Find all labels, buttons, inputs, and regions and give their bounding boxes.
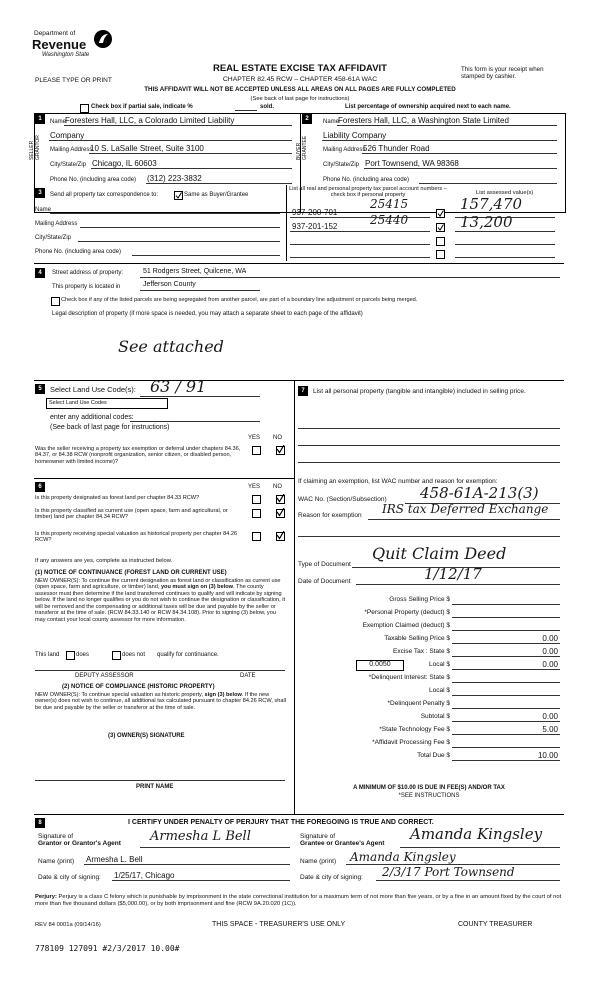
buyer-name-line-2 bbox=[322, 140, 557, 141]
local-rate-box bbox=[356, 660, 404, 671]
sold-label: sold. bbox=[260, 104, 275, 110]
section-7-badge: 7 bbox=[298, 386, 308, 396]
grantee-date-line bbox=[376, 880, 560, 881]
does-checkbox[interactable] bbox=[66, 651, 75, 660]
parcel-hand-2: 25440 bbox=[370, 213, 409, 227]
partial-sale-checkbox[interactable] bbox=[80, 104, 89, 113]
continuance-text-1: NEW OWNER(S): To continue the current designation as forest land or classification as current use (open space, farm and agriculture, or timber) land, bbox=[35, 578, 281, 591]
forest-no-checkbox[interactable] bbox=[276, 495, 285, 504]
tax-row-label: Total Due $ bbox=[417, 752, 450, 759]
seller-name-line bbox=[64, 125, 292, 126]
personal-property-checkbox-3[interactable] bbox=[436, 237, 445, 246]
grantor-date-line bbox=[112, 880, 290, 881]
logo-revenue-text: Revenue bbox=[32, 37, 87, 52]
corr-city-label: City/State/Zip bbox=[35, 235, 72, 241]
tax-row-label: Taxable Selling Price $ bbox=[384, 635, 450, 642]
land-use-value: 63 / 91 bbox=[150, 377, 207, 396]
check-icon bbox=[175, 192, 182, 199]
perjury-bold: Perjury: bbox=[35, 894, 57, 900]
grantee-agent-label: Grantee or Grantee's Agent bbox=[300, 840, 385, 848]
tax-calc bbox=[298, 596, 560, 760]
corr-city-line[interactable] bbox=[78, 241, 280, 242]
tax-row-line[interactable] bbox=[452, 604, 560, 605]
personal-property-label: List all personal property (tangible and intangible) included in selling price. bbox=[313, 388, 526, 395]
no-label-6: NO bbox=[273, 484, 282, 490]
assessed-header: List assessed value(s) bbox=[476, 190, 534, 196]
segregated-label: Check box if any of the listed parcels are being segregated from another parcel, are part of a boundary line adjustment or parcels being merged. bbox=[61, 297, 418, 303]
personal-property-checkbox-2[interactable] bbox=[436, 223, 445, 232]
seller-side-label: SELLER GRANTOR bbox=[29, 135, 41, 160]
tax-row-value: 0.00 bbox=[542, 634, 558, 643]
section-4-badge: 4 bbox=[35, 268, 45, 278]
historic-yes-checkbox[interactable] bbox=[252, 532, 261, 541]
continuance-text bbox=[35, 578, 287, 623]
tax-row-label: *Delinquent Interest: State $ bbox=[368, 674, 450, 681]
compliance-text bbox=[35, 692, 287, 711]
buyer-phone-label: Phone No. (including area code) bbox=[323, 177, 410, 183]
historic-question: Is this property receiving special valuation as historical property per chapter 84.26 RCW? bbox=[35, 531, 238, 544]
buyer-address: 526 Thunder Road bbox=[363, 144, 430, 153]
county-value: Jefferson County bbox=[143, 281, 196, 288]
additional-codes-label: enter any additional codes: bbox=[50, 414, 134, 421]
section-5-divider bbox=[34, 380, 564, 381]
grantee-sig-label-1: Signature of bbox=[300, 833, 336, 840]
grantee-signature: Amanda Kingsley bbox=[410, 825, 543, 843]
rev-number: REV 84 0001a (09/14/16) bbox=[35, 922, 101, 928]
parcel-account-2: 937-201-152 bbox=[292, 222, 338, 231]
land-use-select[interactable] bbox=[46, 398, 168, 409]
buyer-city-label: City/State/Zip bbox=[323, 162, 360, 168]
personal-property-line-2[interactable] bbox=[298, 445, 560, 446]
grantee-sig-label bbox=[300, 833, 384, 848]
section-8-divider bbox=[34, 814, 564, 815]
grantee-date: 2/3/17 Port Townsend bbox=[382, 865, 515, 879]
check-icon bbox=[276, 508, 285, 517]
local-rate: 0.0050 bbox=[369, 661, 391, 668]
doc-date-value: 1/12/17 bbox=[424, 565, 482, 583]
corr-address-line[interactable] bbox=[80, 227, 280, 228]
wac-value: 458-61A-213(3) bbox=[420, 484, 539, 502]
buyer-phone-line[interactable] bbox=[419, 183, 557, 184]
grantee-date-label: Date & city of signing: bbox=[300, 874, 363, 881]
legal-label: Legal description of property (if more space is needed, you may attach a separate sheet to each page of the affidavit) bbox=[52, 311, 363, 317]
seller-name: Foresters Hall, LLC, a Colorado Limited Liability bbox=[65, 116, 235, 125]
assessed-line-3[interactable] bbox=[455, 244, 555, 245]
logo-dept-text: Department of bbox=[34, 30, 76, 37]
section-6-divider bbox=[34, 478, 294, 479]
treasurer-space: THIS SPACE - TREASURER'S USE ONLY bbox=[212, 921, 346, 928]
forest-question: Is this property designated as forest land per chapter 84.33 RCW? bbox=[35, 495, 200, 501]
tax-row-line[interactable] bbox=[452, 617, 560, 618]
section-5-badge: 5 bbox=[35, 384, 45, 394]
grantor-sig-label-1: Signature of bbox=[38, 833, 74, 840]
tax-row-label: Exemption Claimed (deduct) $ bbox=[362, 622, 450, 629]
seller-name-line-2 bbox=[49, 140, 292, 141]
section-2-badge: 2 bbox=[302, 114, 312, 124]
historic-no-checkbox[interactable] bbox=[276, 532, 285, 541]
no-label-5: NO bbox=[273, 435, 282, 441]
continuance-bold: you must sign on (3) below bbox=[160, 584, 234, 591]
current-use-no-checkbox[interactable] bbox=[276, 509, 285, 518]
seller-phone-label: Phone No. (including area code) bbox=[50, 177, 137, 183]
seller-phone: (312) 223-3832 bbox=[147, 174, 202, 183]
send-correspondence-label: Send all property tax correspondence to: bbox=[50, 192, 159, 198]
tax-row-line[interactable] bbox=[452, 695, 560, 696]
assessed-value-2: 13,200 bbox=[460, 213, 513, 231]
owner-signature-label: (3) OWNER(S) SIGNATURE bbox=[108, 733, 185, 739]
deputy-label: DEPUTY ASSESSOR bbox=[75, 673, 134, 679]
grantee-signature-line bbox=[400, 847, 560, 848]
does-not-label: does not bbox=[122, 652, 146, 658]
tax-row-value: 10.00 bbox=[537, 751, 558, 760]
parcel-account-line-4[interactable] bbox=[290, 257, 430, 258]
parcel-hand-1: 25415 bbox=[370, 197, 409, 211]
corr-address-label: Mailing Address bbox=[35, 221, 78, 227]
buyer-address-line bbox=[362, 153, 557, 154]
buyer-name-2: Liability Company bbox=[323, 131, 387, 140]
corr-phone-line[interactable] bbox=[132, 255, 280, 256]
check-icon bbox=[276, 531, 285, 540]
form-chapter: CHAPTER 82.45 RCW – CHAPTER 458-61A WAC bbox=[222, 76, 378, 83]
segregated-checkbox[interactable] bbox=[51, 297, 60, 306]
tax-row-line[interactable] bbox=[452, 708, 560, 709]
personal-property-checkbox-1[interactable] bbox=[436, 209, 445, 218]
seller-address-line bbox=[89, 153, 292, 154]
perjury-text: Perjury is a class C felony which is punishable by imprisonment in the state correctional institution for a maximum term of not more than five years, or by a fine in an amount fixed by the court of not more than five thousand dollars ($5,000.00), or by both imprisonment and fine (RCW 9A.20.020 (1C)). bbox=[35, 894, 562, 907]
continuance-text-2: . The county assessor must then determine if the land transferred continues to qualify and will indicate by signing below. If the land no longer qualifies or you do not wish to continue the designation or classification, it will be removed and the compensating or additional taxes will be due and payable by the seller or transferor at the time of sale. (RCW 84.33.140 or RCW 84.34.108). Prior to signing (3) below, you may contact your local county assessor for more information. bbox=[35, 584, 286, 623]
same-as-buyer-checkbox[interactable] bbox=[174, 191, 183, 200]
grantor-name-label: Name (print) bbox=[38, 858, 75, 865]
yes-label-6: YES bbox=[248, 484, 261, 490]
grantee-name-label: Name (print) bbox=[300, 858, 337, 865]
current-use-question: Is this property classified as current use (open space, farm and agricultural, or timber) land per chapter 84.34 RCW? bbox=[35, 508, 228, 521]
print-name-label: PRINT NAME bbox=[136, 784, 174, 790]
certify-statement: I CERTIFY UNDER PENALTY OF PERJURY THAT THE FOREGOING IS TRUE AND CORRECT. bbox=[128, 819, 434, 826]
tax-row-value: 0.00 bbox=[542, 660, 558, 669]
assessed-line-2 bbox=[455, 231, 555, 232]
buyer-city-line bbox=[364, 168, 557, 169]
tax-row-value: 0.00 bbox=[542, 647, 558, 656]
see-instructions: *SEE INSTRUCTIONS bbox=[398, 793, 460, 799]
doc-date-line bbox=[356, 584, 560, 585]
tax-row-label: Subtotal $ bbox=[420, 713, 450, 720]
street-value: 51 Rodgers Street, Quilcene, WA bbox=[143, 268, 247, 275]
compliance-title: (2) NOTICE OF COMPLIANCE (HISTORIC PROPERTY) bbox=[62, 684, 215, 690]
please-type: PLEASE TYPE OR PRINT bbox=[35, 77, 112, 84]
tax-row-label: *State Technology Fee $ bbox=[379, 726, 450, 733]
additional-codes-line[interactable] bbox=[130, 421, 260, 422]
current-use-yes-checkbox[interactable] bbox=[252, 509, 261, 518]
seller-city-line bbox=[91, 168, 292, 169]
minimum-note: A MINIMUM OF $10.00 IS DUE IN FEE(S) AND/OR TAX bbox=[353, 785, 505, 791]
buyer-name: Foresters Hall, LLC, a Washington State Limited bbox=[338, 116, 509, 125]
section-8-badge: 8 bbox=[35, 818, 45, 828]
seller-city-label: City/State/Zip bbox=[50, 162, 87, 168]
buyer-address-label: Mailing Address bbox=[323, 147, 366, 153]
land-use-select-text: Select Land Use Codes bbox=[49, 400, 107, 406]
compliance-bold: sign (3) below bbox=[204, 692, 242, 698]
tax-row-label: Gross Selling Price $ bbox=[389, 596, 450, 603]
buyer-name-label: Name bbox=[323, 119, 340, 125]
street-label: Street address of property: bbox=[52, 270, 124, 276]
parcel-account-1: 937-200-701 bbox=[292, 208, 338, 217]
exemption-yes-checkbox[interactable] bbox=[252, 446, 261, 455]
doc-type-label: Type of Document bbox=[298, 561, 351, 568]
parcel-account-line-1 bbox=[290, 217, 430, 218]
receipt-note: This form is your receipt when stamped by cashier. bbox=[461, 66, 544, 81]
owner-signature-line[interactable] bbox=[35, 780, 285, 781]
grantor-name-line bbox=[84, 864, 290, 865]
personal-property-line-3[interactable] bbox=[298, 462, 560, 463]
see-back-5: (See back of last page for instructions) bbox=[50, 424, 170, 431]
buyer-side-label: BUYER GRANTEE bbox=[296, 135, 308, 160]
grantor-signature: Armesha L Bell bbox=[150, 829, 251, 844]
same-as-buyer-label: Same as Buyer/Grantee bbox=[184, 192, 249, 198]
grantor-signature-line bbox=[140, 847, 290, 848]
land-use-label: Select Land Use Code(s): bbox=[50, 385, 136, 394]
reason-line bbox=[368, 519, 560, 520]
county-line bbox=[140, 290, 260, 291]
compliance-text-1: NEW OWNER(S): To continue special valuation as historic property, bbox=[35, 692, 203, 698]
located-label: This property is located in bbox=[52, 284, 121, 290]
buyer-name-line bbox=[337, 125, 557, 126]
tax-row-label: *Personal Property (deduct) $ bbox=[364, 609, 450, 616]
tax-row-label: Local $ bbox=[429, 661, 450, 668]
tax-row-value: 5.00 bbox=[542, 725, 558, 734]
parcel-account-line-2 bbox=[290, 231, 430, 232]
seller-city: Chicago, IL 60603 bbox=[92, 159, 157, 168]
form-title: REAL ESTATE EXCISE TAX AFFIDAVIT bbox=[212, 63, 387, 74]
qualify-label: qualify for continuance. bbox=[157, 652, 219, 658]
seller-address-label: Mailing Address bbox=[50, 147, 93, 153]
this-land-label: This land bbox=[35, 652, 60, 658]
section-4-divider bbox=[34, 263, 564, 264]
grantor-sig-label bbox=[38, 833, 121, 848]
doc-date-label: Date of Document bbox=[298, 578, 351, 585]
section-1-badge: 1 bbox=[35, 114, 45, 124]
tax-row-label: *Delinquent Penalty $ bbox=[387, 700, 450, 707]
section-6-badge: 6 bbox=[35, 482, 45, 492]
check-icon bbox=[276, 445, 285, 454]
claim-label: If claiming an exemption, list WAC number and reason for exemption: bbox=[298, 478, 498, 485]
if-yes-note: If any answers are yes, complete as instructed below. bbox=[35, 558, 173, 564]
reason-line-2[interactable] bbox=[298, 536, 560, 537]
does-not-checkbox[interactable] bbox=[112, 651, 121, 660]
grantee-name: Amanda Kingsley bbox=[350, 850, 456, 864]
personal-property-line-1[interactable] bbox=[298, 428, 560, 429]
personal-property-checkbox-4[interactable] bbox=[436, 250, 445, 259]
exemption-question: Was the seller receiving a property tax exemption or deferral under chapters 84.36, 84.37, or 84.38 RCW (nonprofit organization, senior citizen, or disabled person, homeowner with limited income)? bbox=[35, 446, 241, 465]
corr-name-label: Name bbox=[35, 207, 52, 213]
tax-row-value: 0.00 bbox=[542, 712, 558, 721]
corr-phone-label: Phone No. (including area code) bbox=[35, 249, 122, 255]
partial-sale-label: Check box if partial sale, indicate % bbox=[91, 104, 193, 110]
legal-description: See attached bbox=[118, 337, 224, 356]
seller-address: 10 S. LaSalle Street, Suite 3100 bbox=[90, 144, 204, 153]
logo-state-text: Washington State bbox=[42, 52, 90, 58]
tax-row-label: Local $ bbox=[429, 687, 450, 694]
forest-yes-checkbox[interactable] bbox=[252, 495, 261, 504]
form-warning: THIS AFFIDAVIT WILL NOT BE ACCEPTED UNLESS ALL AREAS ON ALL PAGES ARE FULLY COMPLETED bbox=[144, 86, 456, 93]
cashier-stamp: 778109 127091 #2/3/2017 10.00# bbox=[35, 944, 180, 953]
perjury-note bbox=[35, 894, 563, 907]
seller-phone-line bbox=[146, 183, 292, 184]
parcel-account-line-3[interactable] bbox=[290, 244, 430, 245]
partial-sale-percent[interactable] bbox=[235, 110, 257, 111]
percentage-note: List percentage of ownership acquired next to each name. bbox=[345, 104, 511, 110]
date-label: DATE bbox=[240, 673, 256, 679]
grantor-date-label: Date & city of signing: bbox=[38, 874, 101, 881]
tax-row-line[interactable] bbox=[452, 682, 560, 683]
see-back-top: (See back of last page for instructions) bbox=[250, 96, 350, 102]
corr-name-line[interactable] bbox=[50, 213, 280, 214]
grantor-date: 1/25/17, Chicago bbox=[114, 871, 175, 880]
tax-row-line[interactable] bbox=[452, 747, 560, 748]
deputy-line[interactable] bbox=[35, 670, 285, 671]
accounts-header: List all real and personal property tax parcel account numbers – check box if personal property bbox=[289, 186, 447, 199]
logo-swoosh-icon bbox=[92, 28, 114, 50]
reason-label: Reason for exemption bbox=[298, 512, 362, 519]
tax-row-label: *Affidavit Processing Fee $ bbox=[372, 739, 450, 746]
yes-label-5: YES bbox=[248, 435, 261, 441]
exemption-no-checkbox[interactable] bbox=[276, 446, 285, 455]
compliance-text-2: . If the new owner(s) does not wish to continue, all additional tax calculated pursuant to chapter 84.26 RCW, shall be due and payable by the seller or transferor at the time of sale. bbox=[35, 692, 286, 711]
dor-logo bbox=[30, 30, 130, 70]
check-icon bbox=[437, 224, 444, 231]
county-treasurer: COUNTY TREASURER bbox=[458, 921, 533, 928]
grantor-name: Armesha L. Bell bbox=[86, 855, 143, 864]
grantor-agent-label: Grantor or Grantor's Agent bbox=[38, 840, 121, 848]
land-use-line bbox=[140, 396, 260, 397]
section-3-badge: 3 bbox=[35, 188, 45, 198]
tax-row-line[interactable] bbox=[452, 630, 560, 631]
wac-label: WAC No. (Section/Subsection) bbox=[298, 496, 387, 503]
reason-value: IRS tax Deferred Exchange bbox=[382, 502, 549, 516]
assessed-line-4[interactable] bbox=[455, 257, 555, 258]
continuance-title: (1) NOTICE OF CONTINUANCE (FOREST LAND OR CURRENT USE) bbox=[35, 570, 227, 576]
does-label: does bbox=[76, 652, 90, 658]
seller-name-2: Company bbox=[50, 131, 85, 140]
assessed-value-1: 157,470 bbox=[460, 195, 523, 213]
check-icon bbox=[276, 494, 285, 503]
check-icon bbox=[437, 210, 444, 217]
tax-row-label: Excise Tax : State $ bbox=[393, 648, 450, 655]
doc-type-value: Quit Claim Deed bbox=[372, 544, 507, 563]
buyer-city: Port Townsend, WA 98368 bbox=[365, 159, 459, 168]
seller-name-label: Name bbox=[50, 119, 67, 125]
street-line bbox=[140, 277, 560, 278]
